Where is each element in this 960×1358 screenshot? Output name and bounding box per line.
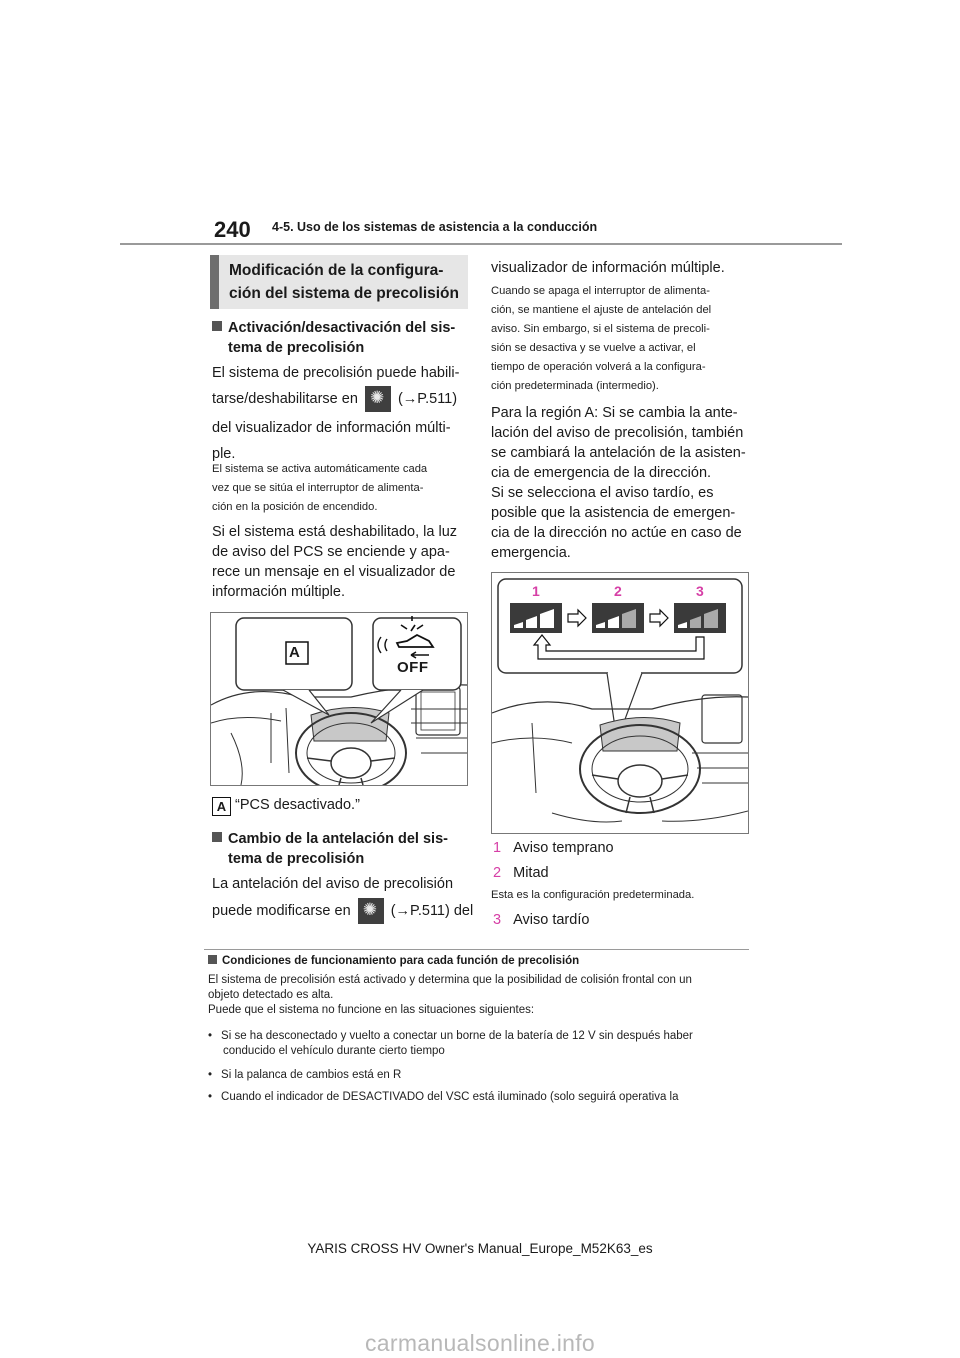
subheading-activation bbox=[212, 318, 455, 358]
level-box-1 bbox=[510, 603, 562, 633]
paragraph-timing-line2 bbox=[212, 898, 473, 924]
subheading-timing-line1: Cambio de la antelación del sis- bbox=[228, 831, 448, 847]
paragraph-enable-rest bbox=[212, 418, 451, 464]
small-note-line1: El sistema se activa automáticamente cada bbox=[212, 463, 428, 475]
notes-line3: Puede que el sistema no funcione en las situaciones siguientes: bbox=[208, 1004, 535, 1016]
footer-manual-title: YARIS CROSS HV Owner's Manual_Europe_M52K63_es bbox=[307, 1241, 653, 1256]
paragraph-region-a-line4: cia de emergencia de la dirección. bbox=[491, 465, 712, 481]
list-item bbox=[493, 910, 589, 930]
notes-body bbox=[208, 973, 753, 1018]
paragraph-enable-line4: ple. bbox=[212, 446, 236, 462]
page-number: 240 bbox=[214, 217, 251, 242]
page-reference-link[interactable]: (→P.511) del bbox=[390, 902, 474, 919]
notes-line1: El sistema de precolisión está activado y determina que la posibilidad de colisión frontal con un bbox=[208, 974, 692, 986]
paragraph-region-a-line2: lación del aviso de precolisión, también bbox=[491, 425, 744, 441]
paragraph-disabled bbox=[212, 522, 457, 602]
header-rule bbox=[120, 243, 842, 245]
paragraph-late-warning bbox=[491, 483, 742, 563]
square-bullet-icon bbox=[208, 955, 217, 964]
bullet-3-text: Cuando el indicador de DESACTIVADO del VSC está iluminado (solo seguirá operativa la bbox=[221, 1091, 679, 1103]
caption-label-a: A bbox=[212, 797, 231, 816]
paragraph-timing-line2-pre: puede modificarse en bbox=[212, 902, 351, 919]
paragraph-disabled-line3: rece un mensaje en el visualizador de bbox=[212, 564, 456, 580]
figure-number-3: 3 bbox=[696, 583, 704, 599]
paragraph-late-warning-line3: cia de la dirección no actúe en caso de bbox=[491, 525, 742, 541]
paragraph-late-warning-line4: emergencia. bbox=[491, 545, 571, 561]
subheading-timing bbox=[212, 829, 448, 869]
list-item-text: Aviso temprano bbox=[513, 840, 614, 856]
pcs-off-text: OFF bbox=[397, 659, 429, 676]
list-item-number: 1 bbox=[493, 840, 502, 856]
paragraph-region-a-line3: se cambiará la antelación de la asisten- bbox=[491, 445, 746, 461]
paragraph-region-a bbox=[491, 403, 746, 483]
notes-bullet-3 bbox=[208, 1090, 679, 1105]
small-note-memory bbox=[491, 282, 711, 396]
paragraph-disabled-line1: Si el sistema está deshabilitado, la luz bbox=[212, 524, 458, 540]
list-item bbox=[493, 863, 549, 883]
caption-text: “PCS desactivado.” bbox=[235, 797, 360, 813]
small-note-line3: ción en la posición de encendido. bbox=[212, 501, 378, 513]
level-box-3 bbox=[674, 603, 726, 633]
figure-number-2: 2 bbox=[614, 583, 622, 599]
level-box-2 bbox=[592, 603, 644, 633]
list-item-text: Mitad bbox=[513, 865, 549, 881]
paragraph-disabled-line4: información múltiple. bbox=[212, 584, 345, 600]
list-item-text: Aviso tardío bbox=[513, 912, 590, 928]
notes-rule bbox=[204, 949, 749, 950]
paragraph-late-warning-line1: Si se selecciona el aviso tardío, es bbox=[491, 485, 714, 501]
settings-gear-icon bbox=[365, 386, 391, 412]
bullet-1-line2: conducido el vehículo durante cierto tiempo bbox=[223, 1045, 445, 1057]
square-bullet-icon bbox=[212, 321, 222, 331]
small-note-line6: ción predeterminada (intermedio). bbox=[491, 380, 659, 392]
bullet-1-line1: Si se ha desconectado y vuelto a conectar un borne de la batería de 12 V sin después haber bbox=[221, 1030, 693, 1042]
paragraph-enable bbox=[212, 363, 459, 383]
small-note-line2: vez que se sitúa el interruptor de alimenta- bbox=[212, 482, 424, 494]
paragraph-enable-line1: El sistema de precolisión puede habili- bbox=[212, 365, 460, 381]
bullet-icon: • bbox=[208, 1091, 213, 1103]
section-heading-line1: Modificación de la configura- bbox=[229, 262, 444, 279]
subheading-timing-line2: tema de precolisión bbox=[228, 851, 365, 867]
paragraph-disabled-line2: de aviso del PCS se enciende y apa- bbox=[212, 544, 450, 560]
paragraph-enable-line2 bbox=[212, 386, 457, 412]
paragraph-timing-line1: La antelación del aviso de precolisión bbox=[212, 876, 454, 892]
figure-label-a: A bbox=[289, 644, 300, 661]
figure-number-1: 1 bbox=[532, 583, 540, 599]
small-note-line1: Cuando se apaga el interruptor de alimenta- bbox=[491, 285, 710, 297]
page-reference-link[interactable]: (→P.511) bbox=[397, 390, 458, 407]
notes-heading-text: Condiciones de funcionamiento para cada función de precolisión bbox=[222, 955, 580, 967]
paragraph-continued: visualizador de información múltiple. bbox=[491, 260, 725, 276]
list-item-number: 2 bbox=[493, 865, 502, 881]
small-note-activation bbox=[212, 460, 427, 517]
settings-gear-icon bbox=[358, 898, 384, 924]
small-note-line4: sión se desactiva y se vuelve a activar, el bbox=[491, 342, 696, 354]
section-title: 4-5. Uso de los sistemas de asistencia a la conducción bbox=[272, 220, 598, 234]
notes-heading bbox=[208, 955, 579, 967]
dashboard-illustration bbox=[211, 613, 467, 785]
default-note: Esta es la configuración predeterminada. bbox=[491, 889, 695, 901]
bullet-2-text: Si la palanca de cambios está en R bbox=[221, 1069, 402, 1081]
notes-line2: objeto detectado es alta. bbox=[208, 989, 334, 1001]
bullet-icon: • bbox=[208, 1030, 213, 1042]
figure-pcs-off bbox=[210, 612, 468, 786]
paragraph-region-a-line1: Para la región A: Si se cambia la ante- bbox=[491, 405, 738, 421]
paragraph-enable-line3: del visualizador de información múlti- bbox=[212, 420, 451, 436]
figure-caption bbox=[212, 795, 360, 816]
notes-bullet-1 bbox=[208, 1029, 753, 1059]
timing-setting-illustration bbox=[492, 573, 748, 833]
bullet-icon: • bbox=[208, 1069, 213, 1081]
list-item-number: 3 bbox=[493, 912, 502, 928]
section-heading-box bbox=[210, 255, 468, 309]
square-bullet-icon bbox=[212, 832, 222, 842]
small-note-line5: tiempo de operación volverá a la configura- bbox=[491, 361, 706, 373]
small-note-line2: ción, se mantiene el ajuste de antelación del bbox=[491, 304, 712, 316]
figure-timing-settings bbox=[491, 572, 749, 834]
list-item bbox=[493, 838, 614, 858]
subheading-activation-line2: tema de precolisión bbox=[228, 340, 365, 356]
small-note-line3: aviso. Sin embargo, si el sistema de precoli- bbox=[491, 323, 710, 335]
subheading-activation-line1: Activación/desactivación del sis- bbox=[228, 320, 456, 336]
paragraph-late-warning-line2: posible que la asistencia de emergen- bbox=[491, 505, 736, 521]
paragraph-enable-line2-pre: tarse/deshabilitarse en bbox=[212, 390, 358, 407]
section-heading-line2: ción del sistema de precolisión bbox=[229, 285, 459, 302]
watermark: carmanualsonline.info bbox=[364, 1330, 596, 1356]
notes-bullet-2 bbox=[208, 1068, 401, 1083]
